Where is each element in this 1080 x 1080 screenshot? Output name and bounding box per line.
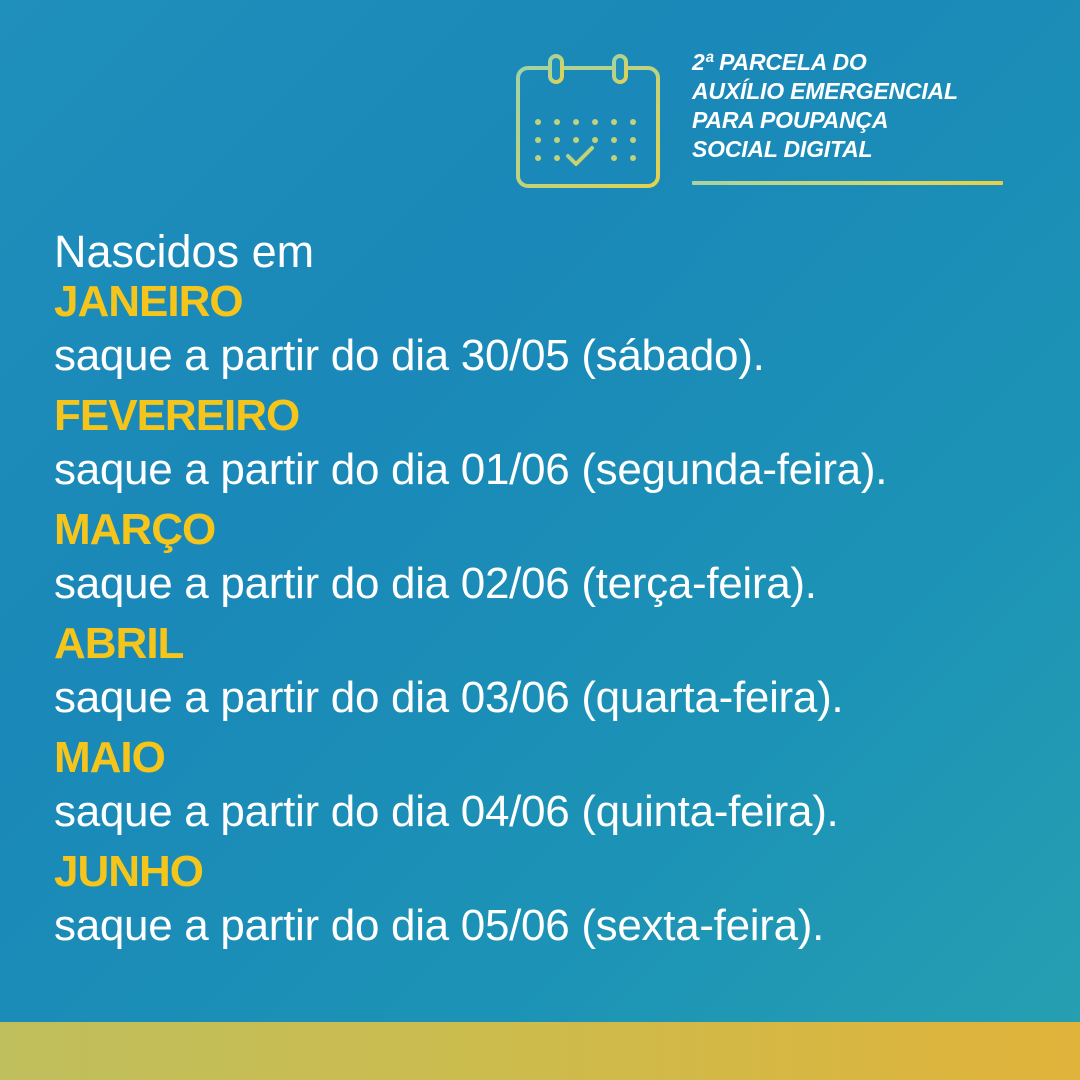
schedule-entry: [54, 620, 1064, 728]
withdrawal-date: saque a partir do dia 03/06 (quarta-feira).: [54, 673, 844, 722]
withdrawal-date: saque a partir do dia 01/06 (segunda-feira).: [54, 445, 888, 494]
birth-month: FEVEREIRO: [54, 391, 300, 440]
footer-bar: [0, 1022, 1080, 1080]
campaign-title: [692, 48, 1032, 164]
schedule-entry: [54, 848, 1064, 956]
withdrawal-date: saque a partir do dia 05/06 (sexta-feira).: [54, 901, 825, 950]
birth-month: JUNHO: [54, 847, 204, 896]
withdrawal-date: saque a partir do dia 04/06 (quinta-feira).: [54, 787, 839, 836]
schedule-entry: [54, 278, 1064, 386]
campaign-title-line: PARA POUPANÇA: [692, 107, 889, 133]
schedule-entry: [54, 506, 1064, 614]
campaign-title-line: AUXÍLIO EMERGENCIAL: [692, 78, 958, 104]
calendar-icon: [510, 52, 670, 192]
intro-text: Nascidos em: [54, 226, 315, 277]
campaign-title-line: 2ª PARCELA DO: [692, 49, 867, 75]
campaign-title-line: SOCIAL DIGITAL: [692, 136, 873, 162]
withdrawal-date: saque a partir do dia 30/05 (sábado).: [54, 331, 765, 380]
birth-month: JANEIRO: [54, 277, 243, 326]
withdrawal-date: saque a partir do dia 02/06 (terça-feira).: [54, 559, 817, 608]
schedule-entry: [54, 392, 1064, 500]
title-underline: [692, 181, 1003, 185]
birth-month: MAIO: [54, 733, 165, 782]
birth-month: ABRIL: [54, 619, 184, 668]
schedule-entry: [54, 734, 1064, 842]
payment-schedule: [54, 278, 1064, 962]
birth-month: MARÇO: [54, 505, 216, 554]
